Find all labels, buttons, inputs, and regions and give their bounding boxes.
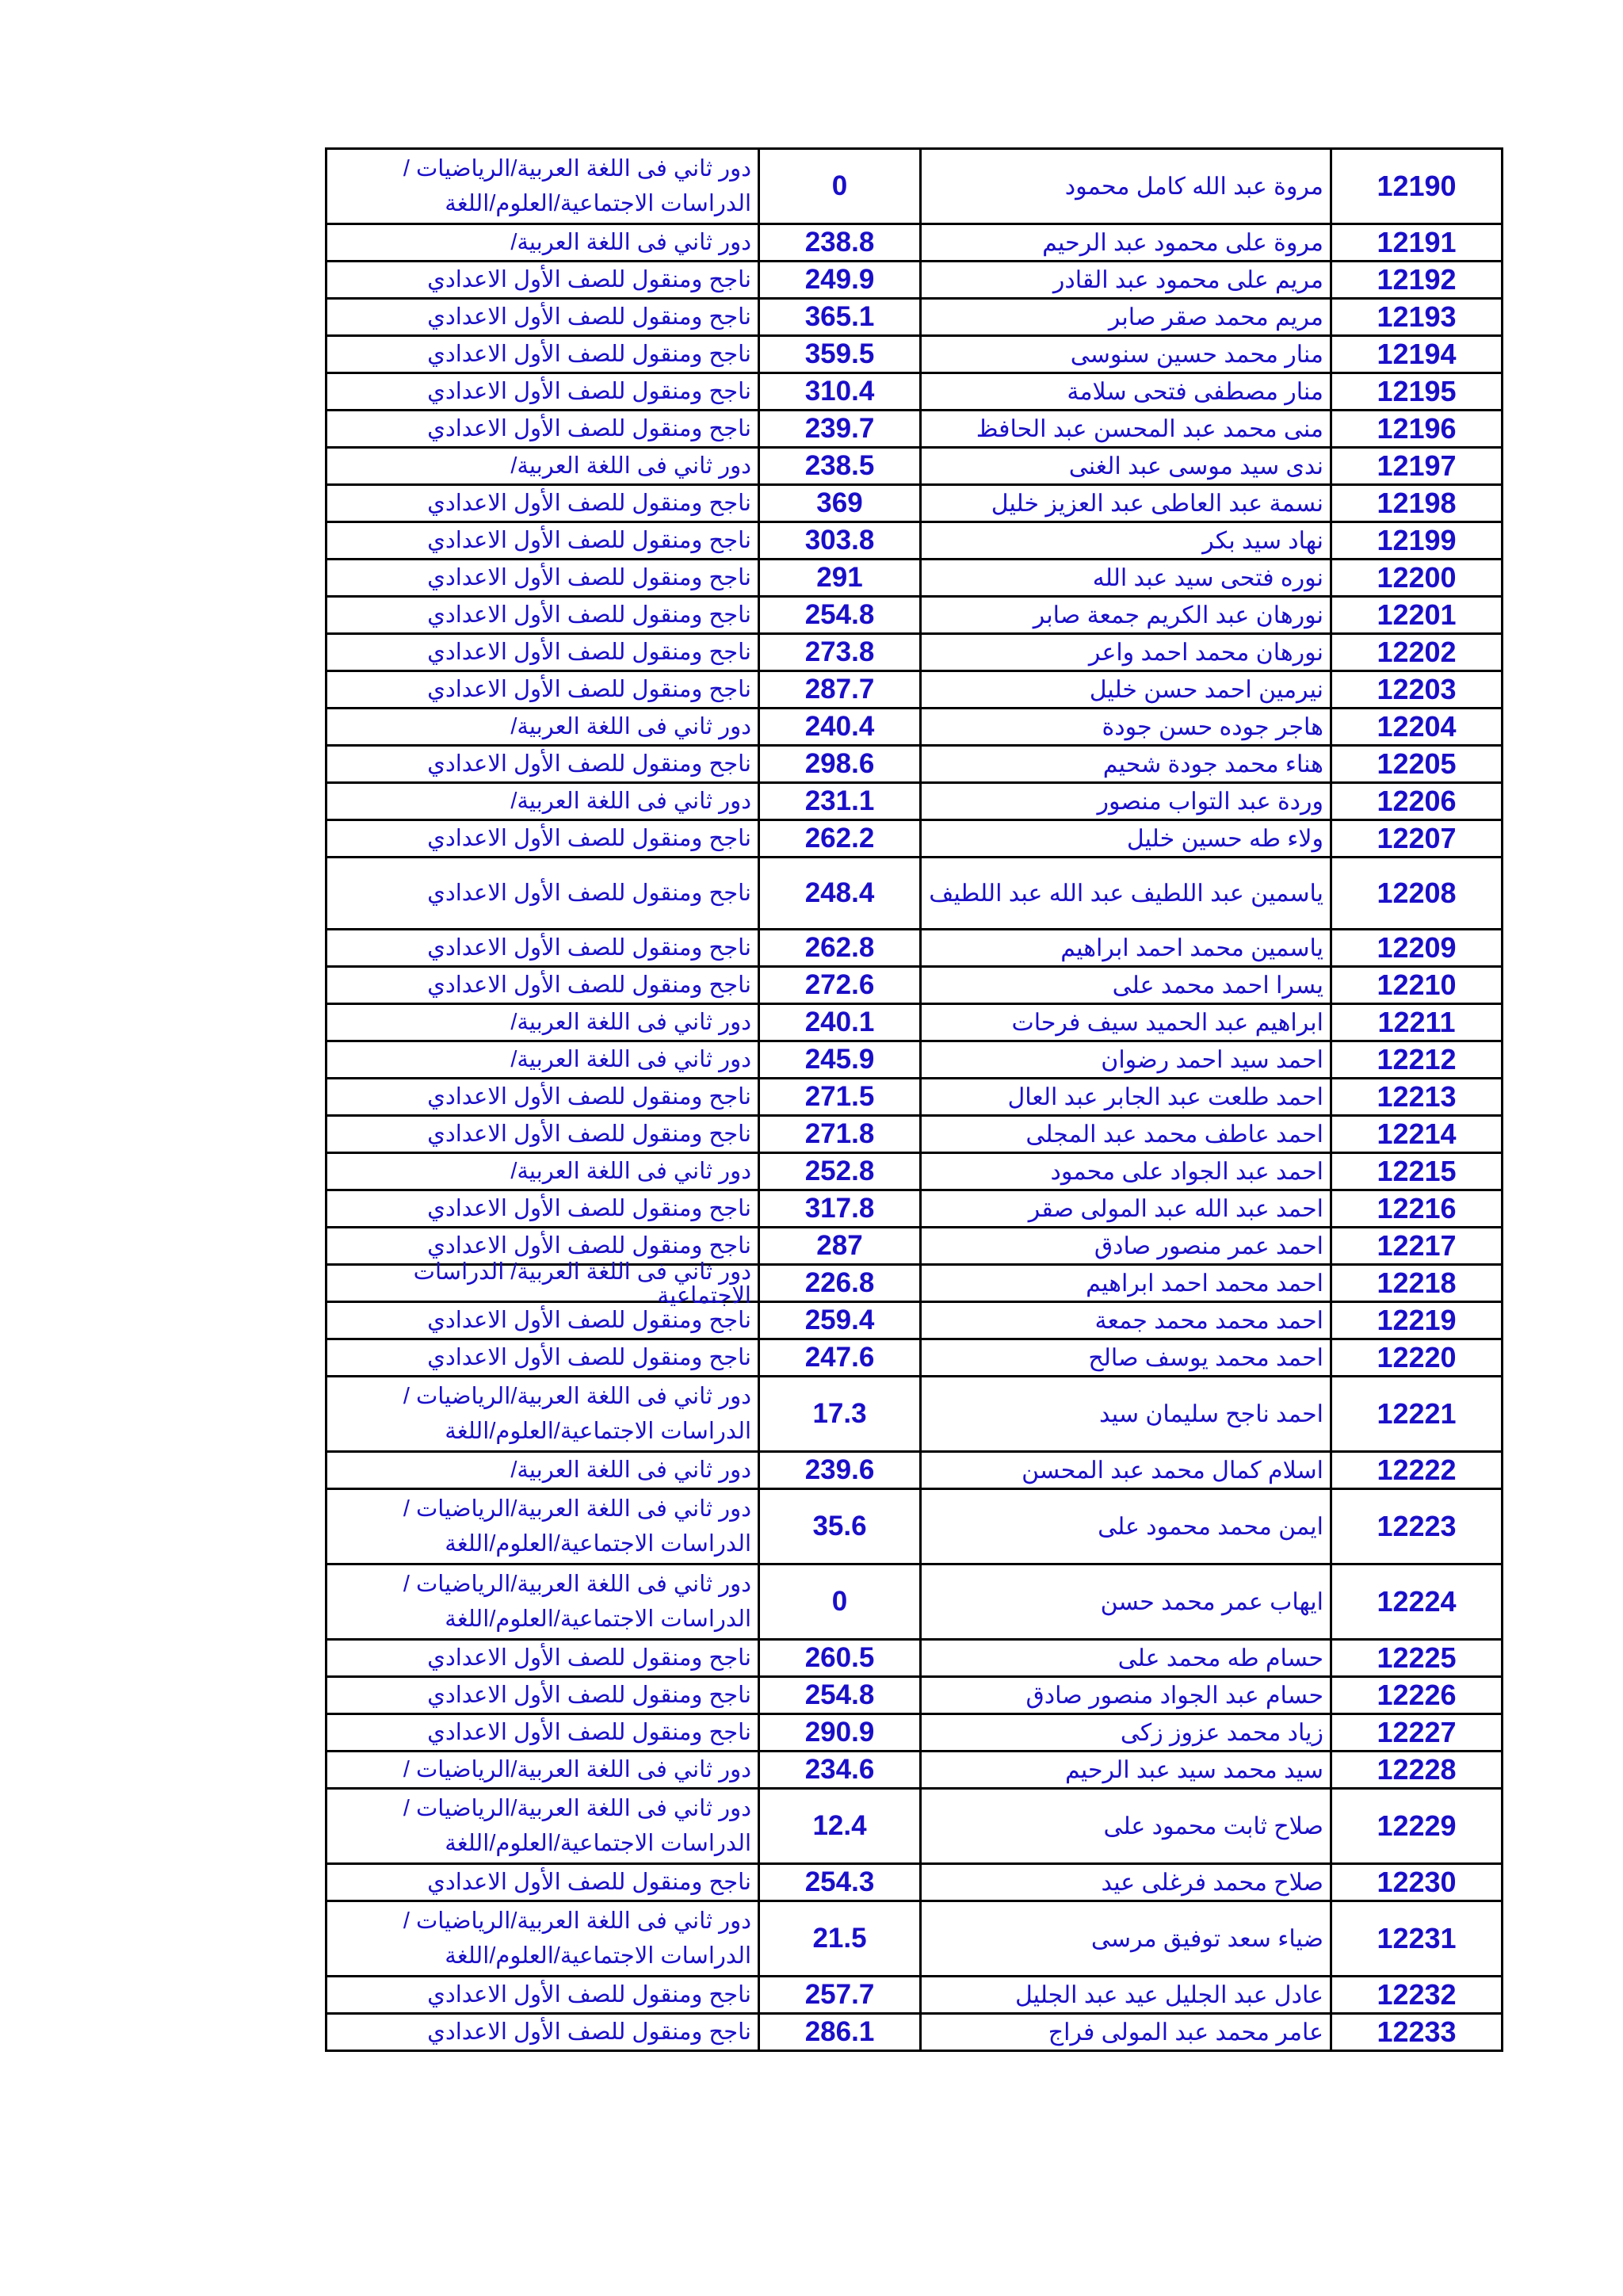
total-score-cell: 247.6 [759, 1339, 921, 1377]
total-score-cell: 245.9 [759, 1041, 921, 1079]
student-id-cell: 12230 [1331, 1864, 1503, 1901]
total-score-cell: 239.6 [759, 1452, 921, 1489]
student-id-cell: 12215 [1331, 1153, 1503, 1190]
student-id-cell: 12193 [1331, 299, 1503, 336]
result-status-cell: ناجح ومنقول للصف الأول الاعدادي [327, 1977, 759, 2014]
total-score-cell: 248.4 [759, 858, 921, 930]
table-row [327, 411, 1503, 448]
student-id-cell: 12214 [1331, 1116, 1503, 1153]
student-id-cell: 12210 [1331, 967, 1503, 1004]
result-status-cell: دور ثاني فى اللغة العربية/ [327, 1452, 759, 1489]
student-id-cell: 12213 [1331, 1079, 1503, 1116]
student-name-cell: احمد ناجح سليمان سيد [921, 1377, 1331, 1452]
table-row [327, 1640, 1503, 1677]
student-id-cell: 12232 [1331, 1977, 1503, 2014]
student-name-cell: صلاح ثابت محمود على [921, 1789, 1331, 1864]
total-score-cell: 365.1 [759, 299, 921, 336]
total-score-cell: 310.4 [759, 373, 921, 411]
table-row [327, 1677, 1503, 1714]
table-row [327, 336, 1503, 373]
result-status-cell: ناجح ومنقول للصف الأول الاعدادي [327, 820, 759, 858]
student-id-cell: 12219 [1331, 1302, 1503, 1339]
result-status-cell: ناجح ومنقول للصف الأول الاعدادي [327, 1190, 759, 1228]
student-id-cell: 12226 [1331, 1677, 1503, 1714]
total-score-cell: 254.3 [759, 1864, 921, 1901]
student-name-cell: ندى سيد موسى عبد الغنى [921, 448, 1331, 485]
total-score-cell: 273.8 [759, 634, 921, 671]
total-score-cell: 226.8 [759, 1265, 921, 1302]
total-score-cell: 0 [759, 1564, 921, 1640]
table-row [327, 634, 1503, 671]
result-status-cell: ناجح ومنقول للصف الأول الاعدادي [327, 336, 759, 373]
table-row [327, 522, 1503, 560]
student-id-cell: 12211 [1331, 1004, 1503, 1041]
student-name-cell: ابراهيم عبد الحميد سيف فرحات [921, 1004, 1331, 1041]
student-name-cell: نوره فتحى سيد عبد الله [921, 560, 1331, 597]
total-score-cell: 272.6 [759, 967, 921, 1004]
student-id-cell: 12225 [1331, 1640, 1503, 1677]
table-row [327, 1714, 1503, 1752]
total-score-cell: 254.8 [759, 597, 921, 634]
student-name-cell: عامر محمد عبد المولى فراج [921, 2014, 1331, 2051]
result-status-cell: دور ثاني فى اللغة العربية/ [327, 1153, 759, 1190]
result-status-cell: ناجح ومنقول للصف الأول الاعدادي [327, 411, 759, 448]
student-name-cell: احمد طلعت عبد الجابر عبد العال [921, 1079, 1331, 1116]
result-status-cell: دور ثاني فى اللغة العربية/ [327, 783, 759, 820]
total-score-cell: 303.8 [759, 522, 921, 560]
table-row [327, 1977, 1503, 2014]
student-name-cell: احمد عبد الجواد على محمود [921, 1153, 1331, 1190]
table-row [327, 1901, 1503, 1977]
total-score-cell: 239.7 [759, 411, 921, 448]
student-name-cell: زياد محمد عزوز زكى [921, 1714, 1331, 1752]
total-score-cell: 259.4 [759, 1302, 921, 1339]
result-status-cell: ناجح ومنقول للصف الأول الاعدادي [327, 1864, 759, 1901]
student-id-cell: 12228 [1331, 1752, 1503, 1789]
result-status-cell: ناجح ومنقول للصف الأول الاعدادي [327, 967, 759, 1004]
total-score-cell: 286.1 [759, 2014, 921, 2051]
table-row [327, 1864, 1503, 1901]
student-id-cell: 12194 [1331, 336, 1503, 373]
table-row [327, 1265, 1503, 1302]
student-name-cell: مروة عبد الله كامل محمود [921, 149, 1331, 224]
table-row [327, 783, 1503, 820]
table-row [327, 1489, 1503, 1564]
student-id-cell: 12198 [1331, 485, 1503, 522]
total-score-cell: 35.6 [759, 1489, 921, 1564]
student-name-cell: نسمة عبد العاطى عبد العزيز خليل [921, 485, 1331, 522]
student-id-cell: 12195 [1331, 373, 1503, 411]
student-id-cell: 12221 [1331, 1377, 1503, 1452]
total-score-cell: 271.5 [759, 1079, 921, 1116]
student-name-cell: حسام عبد الجواد منصور صادق [921, 1677, 1331, 1714]
student-name-cell: ولاء طه حسين خليل [921, 820, 1331, 858]
table-row [327, 448, 1503, 485]
student-name-cell: احمد محمد يوسف صالح [921, 1339, 1331, 1377]
result-status-cell: ناجح ومنقول للصف الأول الاعدادي [327, 1677, 759, 1714]
total-score-cell: 260.5 [759, 1640, 921, 1677]
student-name-cell: سيد محمد سيد عبد الرحيم [921, 1752, 1331, 1789]
table-row [327, 1564, 1503, 1640]
student-name-cell: مريم محمد صقر صابر [921, 299, 1331, 336]
result-status-cell: دور ثاني فى اللغة العربية/الرياضيات / [327, 1752, 759, 1789]
total-score-cell: 262.2 [759, 820, 921, 858]
result-status-cell: ناجح ومنقول للصف الأول الاعدادي [327, 373, 759, 411]
student-id-cell: 12202 [1331, 634, 1503, 671]
student-id-cell: 12201 [1331, 597, 1503, 634]
result-status-cell: ناجح ومنقول للصف الأول الاعدادي [327, 930, 759, 967]
result-status-cell: ناجح ومنقول للصف الأول الاعدادي [327, 1339, 759, 1377]
result-status-cell: ناجح ومنقول للصف الأول الاعدادي [327, 634, 759, 671]
student-name-cell: نورهان عبد الكريم جمعة صابر [921, 597, 1331, 634]
student-name-cell: ايهاب عمر محمد حسن [921, 1564, 1331, 1640]
student-name-cell: ياسمين محمد احمد ابراهيم [921, 930, 1331, 967]
table-row [327, 858, 1503, 930]
table-row [327, 1752, 1503, 1789]
table-row [327, 2014, 1503, 2051]
result-status-cell: ناجح ومنقول للصف الأول الاعدادي [327, 560, 759, 597]
student-id-cell: 12204 [1331, 709, 1503, 746]
result-status-cell: دور ثاني فى اللغة العربية/ [327, 1041, 759, 1079]
student-name-cell: احمد سيد احمد رضوان [921, 1041, 1331, 1079]
student-name-cell: مروة على محمود عبد الرحيم [921, 224, 1331, 262]
student-id-cell: 12223 [1331, 1489, 1503, 1564]
result-status-cell: دور ثاني فى اللغة العربية/الرياضيات / الدراسات الاجتماعية/العلوم/اللغة [327, 1901, 759, 1977]
student-id-cell: 12205 [1331, 746, 1503, 783]
total-score-cell: 12.4 [759, 1789, 921, 1864]
total-score-cell: 271.8 [759, 1116, 921, 1153]
student-name-cell: احمد عبد الله عبد المولى صقر [921, 1190, 1331, 1228]
result-status-cell: ناجح ومنقول للصف الأول الاعدادي [327, 1228, 759, 1265]
total-score-cell: 249.9 [759, 262, 921, 299]
total-score-cell: 291 [759, 560, 921, 597]
table-row [327, 1079, 1503, 1116]
table-row [327, 299, 1503, 336]
student-name-cell: منار محمد حسين سنوسى [921, 336, 1331, 373]
student-id-cell: 12227 [1331, 1714, 1503, 1752]
total-score-cell: 252.8 [759, 1153, 921, 1190]
total-score-cell: 21.5 [759, 1901, 921, 1977]
student-name-cell: هناء محمد جودة شحيم [921, 746, 1331, 783]
table-row [327, 1302, 1503, 1339]
table-row [327, 1339, 1503, 1377]
student-name-cell: احمد عمر منصور صادق [921, 1228, 1331, 1265]
table-row [327, 930, 1503, 967]
student-id-cell: 12229 [1331, 1789, 1503, 1864]
total-score-cell: 287.7 [759, 671, 921, 709]
table-row [327, 1452, 1503, 1489]
student-name-cell: عادل عبد الجليل عيد عبد الجليل [921, 1977, 1331, 2014]
result-status-cell: ناجح ومنقول للصف الأول الاعدادي [327, 1302, 759, 1339]
student-name-cell: نيرمين احمد حسن خليل [921, 671, 1331, 709]
table-row [327, 597, 1503, 634]
result-status-cell: دور ثاني فى اللغة العربية/ [327, 224, 759, 262]
student-id-cell: 12212 [1331, 1041, 1503, 1079]
result-status-cell: ناجح ومنقول للصف الأول الاعدادي [327, 858, 759, 930]
student-name-cell: وردة عبد التواب منصور [921, 783, 1331, 820]
student-id-cell: 12207 [1331, 820, 1503, 858]
student-id-cell: 12206 [1331, 783, 1503, 820]
results-table-body [327, 149, 1503, 2051]
student-id-cell: 12220 [1331, 1339, 1503, 1377]
result-status-cell: ناجح ومنقول للصف الأول الاعدادي [327, 597, 759, 634]
student-id-cell: 12222 [1331, 1452, 1503, 1489]
student-name-cell: اسلام كمال محمد عبد المحسن [921, 1452, 1331, 1489]
result-status-text: دور ثاني فى اللغة العربية/ الدراسات الاجتماعية [413, 1259, 751, 1308]
student-id-cell: 12203 [1331, 671, 1503, 709]
table-row [327, 149, 1503, 224]
results-table-container [325, 147, 1501, 2052]
student-id-cell: 12209 [1331, 930, 1503, 967]
table-row [327, 224, 1503, 262]
result-status-cell: دور ثاني فى اللغة العربية/الرياضيات / الدراسات الاجتماعية/العلوم/اللغة [327, 1564, 759, 1640]
result-status-cell: ناجح ومنقول للصف الأول الاعدادي [327, 1640, 759, 1677]
student-name-cell: هاجر جوده حسن جودة [921, 709, 1331, 746]
student-id-cell: 12190 [1331, 149, 1503, 224]
total-score-cell: 290.9 [759, 1714, 921, 1752]
total-score-cell: 359.5 [759, 336, 921, 373]
table-row [327, 373, 1503, 411]
table-row [327, 709, 1503, 746]
total-score-cell: 317.8 [759, 1190, 921, 1228]
result-status-cell: دور ثاني فى اللغة العربية/ [327, 1004, 759, 1041]
table-row [327, 560, 1503, 597]
result-status-cell: دور ثاني فى اللغة العربية/الرياضيات / الدراسات الاجتماعية/العلوم/اللغة [327, 1489, 759, 1564]
student-name-cell: مريم على محمود عبد القادر [921, 262, 1331, 299]
student-name-cell: يسرا احمد محمد على [921, 967, 1331, 1004]
table-row [327, 1377, 1503, 1452]
student-id-cell: 12200 [1331, 560, 1503, 597]
total-score-cell: 240.4 [759, 709, 921, 746]
student-id-cell: 12199 [1331, 522, 1503, 560]
student-name-cell: حسام طه محمد على [921, 1640, 1331, 1677]
total-score-cell: 234.6 [759, 1752, 921, 1789]
student-id-cell: 12208 [1331, 858, 1503, 930]
table-row [327, 746, 1503, 783]
table-row [327, 262, 1503, 299]
student-name-cell: ياسمين عبد اللطيف عبد الله عبد اللطيف [921, 858, 1331, 930]
result-status-cell: دور ثاني فى اللغة العربية/الرياضيات / الدراسات الاجتماعية/العلوم/اللغة [327, 1789, 759, 1864]
table-row [327, 820, 1503, 858]
table-row [327, 1004, 1503, 1041]
table-row [327, 485, 1503, 522]
result-status-cell: ناجح ومنقول للصف الأول الاعدادي [327, 1714, 759, 1752]
total-score-cell: 287 [759, 1228, 921, 1265]
total-score-cell: 17.3 [759, 1377, 921, 1452]
student-id-cell: 12191 [1331, 224, 1503, 262]
result-status-cell: دور ثاني فى اللغة العربية/ [327, 448, 759, 485]
student-id-cell: 12217 [1331, 1228, 1503, 1265]
total-score-cell: 238.5 [759, 448, 921, 485]
result-status-cell: ناجح ومنقول للصف الأول الاعدادي [327, 485, 759, 522]
result-status-cell: ناجح ومنقول للصف الأول الاعدادي [327, 1079, 759, 1116]
table-row [327, 967, 1503, 1004]
student-name-cell: منى محمد عبد المحسن عبد الحافظ [921, 411, 1331, 448]
total-score-cell: 298.6 [759, 746, 921, 783]
student-name-cell: نهاد سيد بكر [921, 522, 1331, 560]
student-name-cell: احمد عاطف محمد عبد المجلى [921, 1116, 1331, 1153]
result-status-cell: ناجح ومنقول للصف الأول الاعدادي [327, 299, 759, 336]
student-id-cell: 12192 [1331, 262, 1503, 299]
student-id-cell: 12224 [1331, 1564, 1503, 1640]
total-score-cell: 0 [759, 149, 921, 224]
student-id-cell: 12231 [1331, 1901, 1503, 1977]
student-name-cell: صلاح محمد فرغلى عيد [921, 1864, 1331, 1901]
total-score-cell: 240.1 [759, 1004, 921, 1041]
table-row [327, 671, 1503, 709]
table-row [327, 1153, 1503, 1190]
result-status-cell [327, 1259, 759, 1308]
student-name-cell: ايمن محمد محمود على [921, 1489, 1331, 1564]
total-score-cell: 254.8 [759, 1677, 921, 1714]
table-row [327, 1190, 1503, 1228]
table-row [327, 1116, 1503, 1153]
result-status-cell: ناجح ومنقول للصف الأول الاعدادي [327, 671, 759, 709]
student-id-cell: 12233 [1331, 2014, 1503, 2051]
student-id-cell: 12197 [1331, 448, 1503, 485]
total-score-cell: 231.1 [759, 783, 921, 820]
result-status-cell: ناجح ومنقول للصف الأول الاعدادي [327, 522, 759, 560]
result-status-cell: ناجح ومنقول للصف الأول الاعدادي [327, 2014, 759, 2051]
total-score-cell: 238.8 [759, 224, 921, 262]
student-id-cell: 12216 [1331, 1190, 1503, 1228]
result-status-cell: ناجح ومنقول للصف الأول الاعدادي [327, 746, 759, 783]
student-name-cell: احمد محمد محمد جمعة [921, 1302, 1331, 1339]
result-status-cell: ناجح ومنقول للصف الأول الاعدادي [327, 1116, 759, 1153]
result-status-cell: دور ثاني فى اللغة العربية/الرياضيات / الدراسات الاجتماعية/العلوم/اللغة [327, 1377, 759, 1452]
table-row [327, 1789, 1503, 1864]
student-name-cell: احمد محمد احمد ابراهيم [921, 1265, 1331, 1302]
student-id-cell: 12218 [1331, 1265, 1503, 1302]
total-score-cell: 369 [759, 485, 921, 522]
student-id-cell: 12196 [1331, 411, 1503, 448]
total-score-cell: 257.7 [759, 1977, 921, 2014]
table-row [327, 1041, 1503, 1079]
total-score-cell: 262.8 [759, 930, 921, 967]
student-name-cell: منار مصطفى فتحى سلامة [921, 373, 1331, 411]
student-name-cell: نورهان محمد احمد واعر [921, 634, 1331, 671]
result-status-cell: دور ثاني فى اللغة العربية/الرياضيات / الدراسات الاجتماعية/العلوم/اللغة [327, 149, 759, 224]
student-name-cell: ضياء سعد توفيق مرسى [921, 1901, 1331, 1977]
result-status-cell: ناجح ومنقول للصف الأول الاعدادي [327, 262, 759, 299]
result-status-cell: دور ثاني فى اللغة العربية/ [327, 709, 759, 746]
results-table [325, 147, 1503, 2052]
